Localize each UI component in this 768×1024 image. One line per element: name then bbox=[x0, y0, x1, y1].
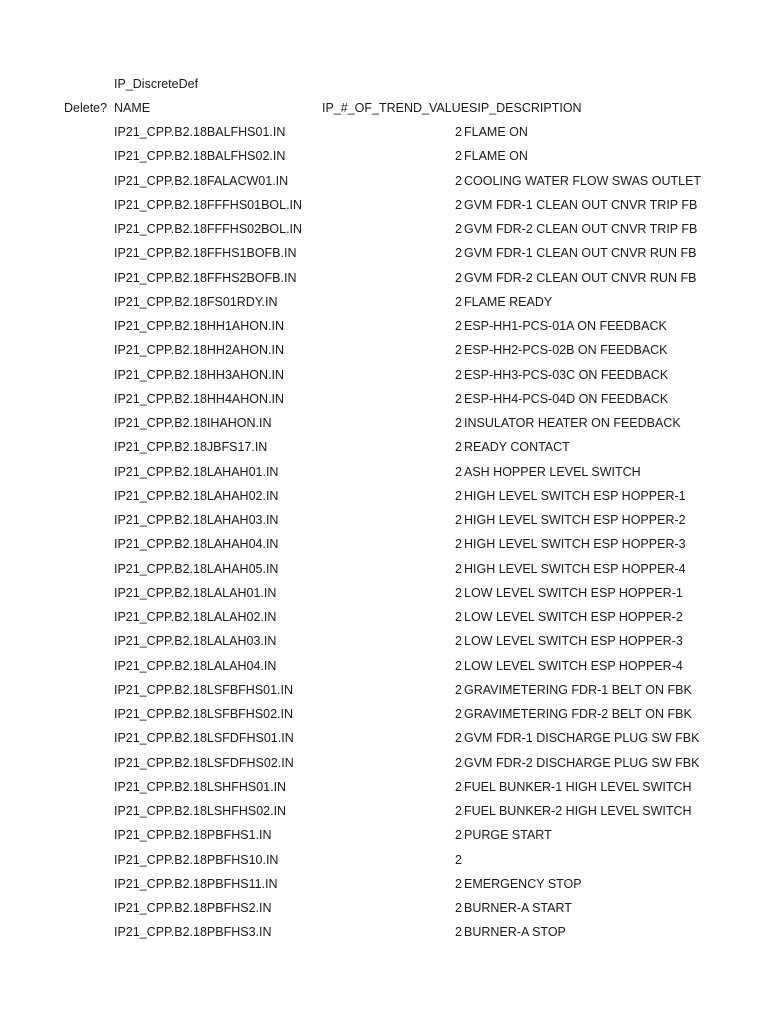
description-cell: READY CONTACT bbox=[464, 440, 570, 455]
table-row bbox=[0, 702, 768, 726]
trend-values-cell: 2 bbox=[455, 197, 462, 212]
table-row bbox=[0, 581, 768, 605]
trend-values-cell: 2 bbox=[455, 804, 462, 818]
trend-values-cell: 2 bbox=[455, 610, 462, 624]
tag-name-cell: IP21_CPP.B2.18FALACW01.IN bbox=[114, 173, 289, 188]
tag-name-cell: IP21_CPP.B2.18LSHFHS01.IN bbox=[114, 779, 287, 794]
description-cell: LOW LEVEL SWITCH ESP HOPPER-3 bbox=[464, 634, 683, 649]
tag-name-cell: IP21_CPP.B2.18PBFHS11.IN bbox=[114, 876, 278, 891]
description-cell: GVM FDR-1 CLEAN OUT CNVR RUN FB bbox=[464, 246, 697, 261]
description-cell: GVM FDR-2 CLEAN OUT CNVR TRIP FB bbox=[464, 222, 698, 236]
tag-name-cell: IP21_CPP.B2.18LSFBFHS01.IN bbox=[114, 682, 294, 697]
tag-name-cell: IP21_CPP.B2.18LALAH04.IN bbox=[114, 658, 277, 673]
description-cell: EMERGENCY STOP bbox=[464, 876, 582, 891]
description-cell: BURNER-A START bbox=[464, 901, 572, 915]
table-row bbox=[0, 387, 768, 411]
table-row bbox=[0, 193, 768, 217]
tag-name-cell: IP21_CPP.B2.18PBFHS3.IN bbox=[114, 925, 272, 940]
tag-name-cell: IP21_CPP.B2.18LAHAH02.IN bbox=[114, 488, 279, 503]
trend-values-cell: 2 bbox=[455, 488, 462, 503]
tag-name-cell: IP21_CPP.B2.18HH3AHON.IN bbox=[114, 367, 284, 382]
description-cell: LOW LEVEL SWITCH ESP HOPPER-1 bbox=[464, 585, 683, 600]
trend-values-cell: 2 bbox=[455, 149, 462, 164]
table-row bbox=[0, 508, 768, 532]
trend-values-cell: 2 bbox=[455, 585, 462, 600]
trend-values-cell: 2 bbox=[455, 925, 462, 940]
table-row bbox=[0, 726, 768, 750]
description-cell: FUEL BUNKER-2 HIGH LEVEL SWITCH bbox=[464, 804, 692, 818]
trend-values-cell: 2 bbox=[455, 125, 462, 139]
description-cell: PURGE START bbox=[464, 828, 552, 843]
tag-name-cell: IP21_CPP.B2.18LALAH02.IN bbox=[114, 610, 277, 624]
description-cell: LOW LEVEL SWITCH ESP HOPPER-2 bbox=[464, 610, 683, 624]
description-cell: FLAME ON bbox=[464, 149, 528, 164]
tag-name-cell: IP21_CPP.B2.18FFHS2BOFB.IN bbox=[114, 270, 297, 285]
description-cell: ESP-HH1-PCS-01A ON FEEDBACK bbox=[464, 319, 667, 333]
table-row bbox=[0, 751, 768, 775]
header-delete: Delete? bbox=[64, 101, 108, 115]
trend-values-cell: 2 bbox=[455, 901, 462, 915]
trend-values-cell: 2 bbox=[455, 440, 462, 455]
tag-name-cell: IP21_CPP.B2.18LALAH03.IN bbox=[114, 634, 277, 649]
table-row bbox=[0, 532, 768, 556]
table-row bbox=[0, 435, 768, 459]
trend-values-cell: 2 bbox=[455, 682, 462, 697]
trend-values-cell: 2 bbox=[455, 634, 462, 649]
trend-values-cell: 2 bbox=[455, 876, 462, 891]
description-cell: COOLING WATER FLOW SWAS OUTLET bbox=[464, 173, 702, 188]
description-cell: ASH HOPPER LEVEL SWITCH bbox=[464, 464, 641, 479]
tag-name-cell: IP21_CPP.B2.18HH2AHON.IN bbox=[114, 343, 284, 358]
table-row bbox=[0, 144, 768, 168]
tag-name-cell: IP21_CPP.B2.18HH4AHON.IN bbox=[114, 391, 284, 406]
trend-values-cell: 2 bbox=[455, 513, 462, 527]
table-row bbox=[0, 169, 768, 193]
trend-values-cell: 2 bbox=[455, 222, 462, 236]
tag-name-cell: IP21_CPP.B2.18LSFBFHS02.IN bbox=[114, 707, 294, 721]
table-name-row bbox=[0, 72, 768, 96]
table-row bbox=[0, 120, 768, 144]
tag-name-cell: IP21_CPP.B2.18FFFHS01BOL.IN bbox=[114, 197, 303, 212]
table-row bbox=[0, 799, 768, 823]
trend-values-cell: 2 bbox=[455, 755, 462, 770]
trend-values-cell: 2 bbox=[455, 246, 462, 261]
description-cell: FUEL BUNKER-1 HIGH LEVEL SWITCH bbox=[464, 779, 692, 794]
header-name: NAME bbox=[114, 101, 151, 115]
tag-name-cell: IP21_CPP.B2.18PBFHS1.IN bbox=[114, 828, 272, 843]
trend-values-cell: 2 bbox=[455, 173, 462, 188]
table-row bbox=[0, 460, 768, 484]
description-cell: HIGH LEVEL SWITCH ESP HOPPER-2 bbox=[464, 513, 686, 527]
tag-name-cell: IP21_CPP.B2.18PBFHS10.IN bbox=[114, 852, 279, 867]
header-row bbox=[0, 96, 768, 120]
trend-values-cell: 2 bbox=[455, 828, 462, 843]
trend-values-cell: 2 bbox=[455, 731, 462, 746]
description-cell: GVM FDR-2 CLEAN OUT CNVR RUN FB bbox=[464, 270, 697, 285]
table-row bbox=[0, 605, 768, 629]
tag-name-cell: IP21_CPP.B2.18LSFDFHS01.IN bbox=[114, 731, 294, 746]
trend-values-cell: 2 bbox=[455, 464, 462, 479]
tag-name-cell: IP21_CPP.B2.18LALAH01.IN bbox=[114, 585, 277, 600]
table-row bbox=[0, 654, 768, 678]
table-row bbox=[0, 266, 768, 290]
description-cell: HIGH LEVEL SWITCH ESP HOPPER-4 bbox=[464, 561, 686, 576]
trend-values-cell: 2 bbox=[455, 658, 462, 673]
tag-name-cell: IP21_CPP.B2.18BALFHS01.IN bbox=[114, 125, 286, 139]
tag-name-cell: IP21_CPP.B2.18LAHAH05.IN bbox=[114, 561, 279, 576]
tag-name-cell: IP21_CPP.B2.18LSFDFHS02.IN bbox=[114, 755, 294, 770]
description-cell: HIGH LEVEL SWITCH ESP HOPPER-3 bbox=[464, 537, 686, 552]
table-row bbox=[0, 241, 768, 265]
table-row bbox=[0, 678, 768, 702]
tag-name-cell: IP21_CPP.B2.18LAHAH01.IN bbox=[114, 464, 279, 479]
table-row bbox=[0, 411, 768, 435]
tag-name-cell: IP21_CPP.B2.18LSHFHS02.IN bbox=[114, 804, 287, 818]
description-cell: GRAVIMETERING FDR-1 BELT ON FBK bbox=[464, 682, 692, 697]
description-cell: FLAME ON bbox=[464, 125, 528, 139]
trend-values-cell: 2 bbox=[455, 343, 462, 358]
trend-values-cell: 2 bbox=[455, 707, 462, 721]
description-cell: BURNER-A STOP bbox=[464, 925, 566, 940]
trend-values-cell: 2 bbox=[455, 319, 462, 333]
description-cell: GVM FDR-2 DISCHARGE PLUG SW FBK bbox=[464, 755, 700, 770]
table-row bbox=[0, 314, 768, 338]
tag-name-cell: IP21_CPP.B2.18FFHS1BOFB.IN bbox=[114, 246, 297, 261]
trend-values-cell: 2 bbox=[455, 391, 462, 406]
tag-name-cell: IP21_CPP.B2.18LAHAH04.IN bbox=[114, 537, 279, 552]
header-trend-description: IP_#_OF_TREND_VALUESIP_DESCRIPTION bbox=[322, 101, 582, 115]
table-row bbox=[0, 217, 768, 241]
table-row bbox=[0, 872, 768, 896]
trend-values-cell: 2 bbox=[455, 537, 462, 552]
description-cell: FLAME READY bbox=[464, 294, 553, 309]
tag-name-cell: IP21_CPP.B2.18FS01RDY.IN bbox=[114, 294, 278, 309]
description-cell: ESP-HH4-PCS-04D ON FEEDBACK bbox=[464, 391, 669, 406]
trend-values-cell: 2 bbox=[455, 367, 462, 382]
tag-name-cell: IP21_CPP.B2.18BALFHS02.IN bbox=[114, 149, 286, 164]
description-cell: GVM FDR-1 CLEAN OUT CNVR TRIP FB bbox=[464, 197, 698, 212]
table-row bbox=[0, 775, 768, 799]
description-cell: HIGH LEVEL SWITCH ESP HOPPER-1 bbox=[464, 488, 686, 503]
description-cell: INSULATOR HEATER ON FEEDBACK bbox=[464, 416, 681, 430]
table-row bbox=[0, 484, 768, 508]
table-row bbox=[0, 557, 768, 581]
table-name: IP_DiscreteDef bbox=[114, 77, 199, 91]
tag-name-cell: IP21_CPP.B2.18PBFHS2.IN bbox=[114, 901, 272, 915]
description-cell: ESP-HH3-PCS-03C ON FEEDBACK bbox=[464, 367, 669, 382]
description-cell: GRAVIMETERING FDR-2 BELT ON FBK bbox=[464, 707, 692, 721]
trend-values-cell: 2 bbox=[455, 779, 462, 794]
tag-name-cell: IP21_CPP.B2.18HH1AHON.IN bbox=[114, 319, 284, 333]
description-cell: LOW LEVEL SWITCH ESP HOPPER-4 bbox=[464, 658, 683, 673]
table-row bbox=[0, 920, 768, 944]
table-row bbox=[0, 290, 768, 314]
trend-values-cell: 2 bbox=[455, 416, 462, 430]
trend-values-cell: 2 bbox=[455, 852, 462, 867]
tag-name-cell: IP21_CPP.B2.18FFFHS02BOL.IN bbox=[114, 222, 303, 236]
table-row bbox=[0, 363, 768, 387]
trend-values-cell: 2 bbox=[455, 294, 462, 309]
table-row bbox=[0, 848, 768, 872]
tag-name-cell: IP21_CPP.B2.18IHAHON.IN bbox=[114, 416, 272, 430]
description-cell: ESP-HH2-PCS-02B ON FEEDBACK bbox=[464, 343, 668, 358]
table-row bbox=[0, 896, 768, 920]
trend-values-cell: 2 bbox=[455, 270, 462, 285]
trend-values-cell: 2 bbox=[455, 561, 462, 576]
table-row bbox=[0, 823, 768, 847]
tag-name-cell: IP21_CPP.B2.18JBFS17.IN bbox=[114, 440, 268, 455]
table-row bbox=[0, 338, 768, 362]
table-row bbox=[0, 629, 768, 653]
tag-name-cell: IP21_CPP.B2.18LAHAH03.IN bbox=[114, 513, 279, 527]
description-cell: GVM FDR-1 DISCHARGE PLUG SW FBK bbox=[464, 731, 700, 746]
